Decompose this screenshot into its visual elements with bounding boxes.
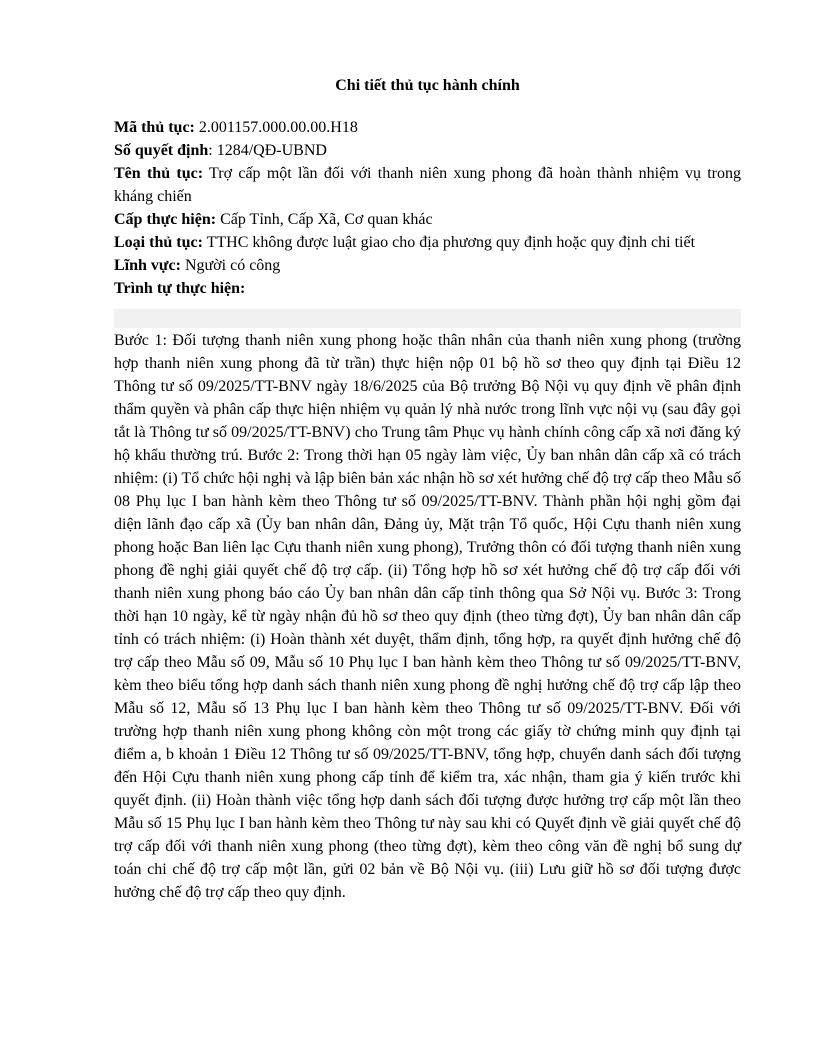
field-value-implementation-level: Cấp Tỉnh, Cấp Xã, Cơ quan khác: [216, 211, 433, 228]
field-label-procedure-steps: Trình tự thực hiện:: [114, 280, 246, 297]
field-label-domain: Lĩnh vực:: [114, 257, 181, 274]
field-implementation-level: [114, 208, 741, 231]
field-label-procedure-code: Mã thủ tục:: [114, 119, 195, 136]
section-divider-band: [114, 309, 741, 328]
procedure-steps-text: Bước 1: Đối tượng thanh niên xung phong hoặc thân nhân của thanh niên xung phong (trường hợp thanh niên xung phong đã từ trần) thực hiện nộp 01 bộ hồ sơ theo quy định tại Điều 12 Thông tư số 09/2025/TT-BNV ngày 18/6/2025 của Bộ trưởng Bộ Nội vụ quy định về phân định thẩm quyền và phân cấp thực hiện nhiệm vụ quản lý nhà nước trong lĩnh vực nội vụ (sau đây gọi tắt là Thông tư số 09/2025/TT-BNV) cho Trung tâm Phục vụ hành chính công cấp xã nơi đăng ký hộ khẩu thường trú. Bước 2: Trong thời hạn 05 ngày làm việc, Ủy ban nhân dân cấp xã có trách nhiệm: (i) Tổ chức hội nghị và lập biên bản xác nhận hồ sơ xét hưởng chế độ trợ cấp theo Mẫu số 08 Phụ lục I ban hành kèm theo Thông tư số 09/2025/TT-BNV. Thành phần hội nghị gồm đại diện lãnh đạo cấp xã (Ủy ban nhân dân, Đảng ủy, Mặt trận Tổ quốc, Hội Cựu thanh niên xung phong hoặc Ban liên lạc Cựu thanh niên xung phong), Trưởng thôn có đối tượng thanh niên xung phong đề nghị giải quyết chế độ trợ cấp. (ii) Tổng hợp hồ sơ xét hưởng chế độ trợ cấp đối với thanh niên xung phong báo cáo Ủy ban nhân dân cấp tỉnh thông qua Sở Nội vụ. Bước 3: Trong thời hạn 10 ngày, kể từ ngày nhận đủ hồ sơ theo quy định (theo từng đợt), Ủy ban nhân dân cấp tỉnh có trách nhiệm: (i) Hoàn thành xét duyệt, thẩm định, tổng hợp, ra quyết định hưởng chế độ trợ cấp theo Mẫu số 09, Mẫu số 10 Phụ lục I ban hành kèm theo Thông tư số 09/2025/TT-BNV, kèm theo biểu tổng hợp danh sách thanh niên xung phong đề nghị hưởng chế độ trợ cấp lập theo Mẫu số 12, Mẫu số 13 Phụ lục I ban hành kèm theo Thông tư số 09/2025/TT-BNV. Đối với trường hợp thanh niên xung phong không còn một trong các giấy tờ chứng minh quy định tại điểm a, b khoản 1 Điều 12 Thông tư số 09/2025/TT-BNV, tổng hợp, chuyển danh sách đối tượng đến Hội Cựu thanh niên xung phong cấp tỉnh để kiểm tra, xác nhận, tham gia ý kiến trước khi quyết định. (ii) Hoàn thành việc tổng hợp danh sách đối tượng được hưởng trợ cấp một lần theo Mẫu số 15 Phụ lục I ban hành kèm theo Thông tư này sau khi có Quyết định về giải quyết chế độ trợ cấp đối với thanh niên xung phong (theo từng đợt), kèm theo công văn đề nghị bổ sung dự toán chi chế độ trợ cấp một lần, gửi 02 bản về Bộ Nội vụ. (iii) Lưu giữ hồ sơ đối tượng được hưởng chế độ trợ cấp theo quy định.: [114, 332, 741, 901]
field-value-decision-number: : 1284/QĐ-UBND: [208, 142, 327, 159]
page-title: Chi tiết thủ tục hành chính: [335, 77, 520, 94]
field-procedure-type: [114, 231, 741, 254]
field-procedure-name: [114, 162, 741, 208]
field-procedure-steps: [114, 277, 741, 300]
field-label-procedure-name: Tên thủ tục:: [114, 165, 204, 182]
field-decision-number: [114, 139, 741, 162]
field-label-decision-number: Số quyết định: [114, 142, 209, 159]
field-domain: [114, 254, 741, 277]
field-label-implementation-level: Cấp thực hiện:: [114, 211, 217, 228]
field-value-procedure-name: Trợ cấp một lần đối với thanh niên xung phong đã hoàn thành nhiệm vụ trong kháng chiến: [114, 165, 742, 205]
field-value-procedure-code: 2.001157.000.00.00.H18: [194, 119, 358, 136]
field-label-procedure-type: Loại thủ tục:: [114, 234, 203, 251]
field-value-domain: Người có công: [180, 257, 281, 274]
document-page: [114, 74, 741, 904]
field-value-procedure-type: TTHC không được luật giao cho địa phương quy định hoặc quy định chi tiết: [202, 234, 696, 251]
field-procedure-code: [114, 116, 741, 139]
